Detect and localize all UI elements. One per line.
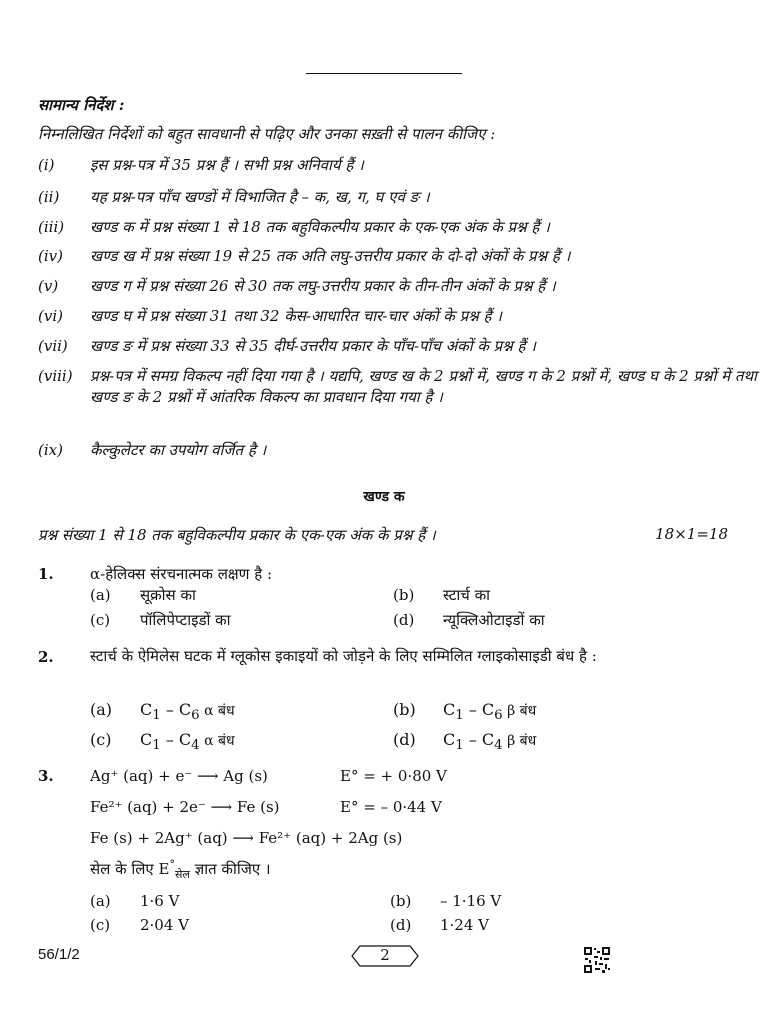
instruction-number: (vi) <box>38 307 63 325</box>
carbon-index: 4 <box>191 738 200 754</box>
option-label: (c) <box>90 611 111 629</box>
option-text: 2·04 V <box>140 916 189 934</box>
option-label: (c) <box>90 916 111 934</box>
bond-dash: – <box>160 730 179 749</box>
page-number-badge <box>350 944 420 968</box>
bond-dash: – <box>463 730 482 749</box>
question-text-part: ज्ञात कीजिए । <box>189 860 271 878</box>
paper-code: 56/1/2 <box>38 946 80 963</box>
carbon-index: 1 <box>455 708 464 724</box>
instruction-text: खण्ड ङ में प्रश्न संख्या 33 से 35 दीर्घ-उत्तरीय प्रकार के पाँच-पाँच अंकों के प्रश्न हैं । <box>90 337 536 355</box>
option-a <box>90 892 179 910</box>
carbon-symbol: C <box>443 700 456 719</box>
option-label: (b) <box>390 892 412 910</box>
carbon-index: 6 <box>494 708 503 724</box>
option-text: पॉलिपेप्टाइडों का <box>140 611 231 629</box>
bond-type: β बंध <box>502 703 537 719</box>
question-text: स्टार्च के ऐमिलेस घटक में ग्लूकोस इकाइयों को जोड़ने के लिए सम्मिलित ग्लाइकोसाइडी बंध है : <box>90 647 597 665</box>
instructions-intro: निम्नलिखित निर्देशों को बहुत सावधानी से पढ़िए और उनका सख़्ती से पालन कीजिए : <box>38 125 496 143</box>
question-number: 2. <box>38 648 54 666</box>
carbon-symbol: C <box>481 730 495 749</box>
half-reaction-1: Ag⁺ (aq) + e⁻ ⟶ Ag (s) <box>90 767 268 785</box>
option-formula <box>443 700 537 724</box>
instruction-number: (iv) <box>38 247 63 265</box>
instruction-text: यह प्रश्न-पत्र पाँच खण्डों में विभाजित है – क, ख, ग, घ एवं ङ । <box>90 188 430 206</box>
electrode-potential-1: E° = + 0·80 V <box>340 767 447 785</box>
cell-subscript: सेल <box>174 868 190 881</box>
option-text: स्टार्च का <box>443 586 490 604</box>
instruction-text: कैल्कुलेटर का उपयोग वर्जित है । <box>90 441 267 459</box>
option-b <box>393 700 536 723</box>
option-b <box>393 585 490 605</box>
carbon-symbol: C <box>443 730 456 749</box>
question-number: 3. <box>38 767 54 785</box>
option-text: 1·24 V <box>440 916 489 934</box>
option-label: (c) <box>90 730 112 749</box>
option-d <box>390 916 489 934</box>
question-text-part: सेल के लिए E <box>90 860 170 878</box>
half-reaction-2: Fe²⁺ (aq) + 2e⁻ ⟶ Fe (s) <box>90 798 280 816</box>
option-formula <box>140 700 235 724</box>
carbon-symbol: C <box>178 700 192 719</box>
option-b <box>390 892 501 910</box>
section-description: प्रश्न संख्या 1 से 18 तक बहुविकल्पीय प्रकार के एक-एक अंक के प्रश्न हैं । <box>38 526 436 544</box>
instruction-number: (v) <box>38 277 59 295</box>
instruction-text: इस प्रश्न-पत्र में 35 प्रश्न हैं । सभी प्रश्न अनिवार्य हैं । <box>90 156 364 174</box>
option-text: सूक्रोस का <box>140 586 196 604</box>
instruction-text: खण्ड ख में प्रश्न संख्या 19 से 25 तक अति लघु-उत्तरीय प्रकार के दो-दो अंकों के प्रश्न हैं । <box>90 247 571 265</box>
carbon-symbol: C <box>140 730 153 749</box>
option-label: (b) <box>393 700 416 719</box>
instruction-number: (vii) <box>38 337 68 355</box>
instruction-number: (viii) <box>38 367 73 385</box>
cell-reaction: Fe (s) + 2Ag⁺ (aq) ⟶ Fe²⁺ (aq) + 2Ag (s) <box>90 829 403 847</box>
bond-type: β बंध <box>502 733 537 749</box>
bond-type: α बंध <box>199 733 235 749</box>
top-rule <box>306 73 462 74</box>
electrode-potential-2: E° = – 0·44 V <box>340 798 442 816</box>
option-a <box>90 700 235 723</box>
option-formula <box>140 730 235 754</box>
option-a <box>90 585 196 605</box>
option-text: – 1·16 V <box>440 892 502 910</box>
question-text: α-हेलिक्स संरचनात्मक लक्षण है : <box>90 565 273 583</box>
option-text: न्यूक्लिओटाइडों का <box>443 611 545 629</box>
section-marks: 18×1=18 <box>655 525 728 543</box>
option-label: (d) <box>393 730 416 749</box>
question-number: 1. <box>38 565 54 583</box>
carbon-index: 1 <box>152 738 161 754</box>
instruction-number: (iii) <box>38 218 65 236</box>
option-d <box>393 610 545 630</box>
carbon-index: 1 <box>455 738 464 754</box>
option-d <box>393 730 536 753</box>
section-title: खण्ड क <box>363 489 405 505</box>
option-label: (a) <box>90 892 111 910</box>
carbon-symbol: C <box>481 700 495 719</box>
instruction-text: खण्ड क में प्रश्न संख्या 1 से 18 तक बहुविकल्पीय प्रकार के एक-एक अंक के प्रश्न हैं । <box>90 218 550 236</box>
option-label: (b) <box>393 586 415 604</box>
option-c <box>90 610 231 630</box>
option-c <box>90 730 235 753</box>
bond-dash: – <box>160 700 179 719</box>
page-number: 2 <box>380 946 390 964</box>
instruction-number: (ii) <box>38 188 60 206</box>
instruction-text: खण्ड ग में प्रश्न संख्या 26 से 30 तक लघु-उत्तरीय प्रकार के तीन-तीन अंकों के प्रश्न हैं । <box>90 277 556 295</box>
qr-code-icon <box>583 946 611 974</box>
option-c <box>90 916 189 934</box>
option-label: (a) <box>90 700 113 719</box>
bond-type: α बंध <box>199 703 235 719</box>
carbon-symbol: C <box>140 700 153 719</box>
bond-dash: – <box>463 700 482 719</box>
carbon-index: 1 <box>152 708 161 724</box>
option-label: (a) <box>90 586 111 604</box>
option-text: 1·6 V <box>140 892 180 910</box>
option-label: (d) <box>393 611 415 629</box>
instruction-text: प्रश्न-पत्र में समग्र विकल्प नहीं दिया गया है । यद्यपि, खण्ड ख के 2 प्रश्नों में, खण्ड ग के 2 प्रश्नों में, खण्ड घ के 2 प्रश्नों में तथा खण्ड ङ के 2 प्रश्नों में आंतरिक विकल्प का प्रावधान दिया गया है । <box>90 367 757 406</box>
carbon-index: 6 <box>191 708 200 724</box>
option-formula <box>443 730 537 754</box>
instruction-number: (i) <box>38 156 55 174</box>
instruction-number: (ix) <box>38 441 63 459</box>
option-label: (d) <box>390 916 412 934</box>
instruction-text: खण्ड घ में प्रश्न संख्या 31 तथा 32 केस-आधारित चार-चार अंकों के प्रश्न हैं । <box>90 307 502 325</box>
carbon-index: 4 <box>494 738 503 754</box>
question-text <box>90 858 271 882</box>
standard-symbol: ° <box>169 858 175 871</box>
carbon-symbol: C <box>178 730 192 749</box>
general-instructions-heading: सामान्य निर्देश : <box>38 96 125 114</box>
